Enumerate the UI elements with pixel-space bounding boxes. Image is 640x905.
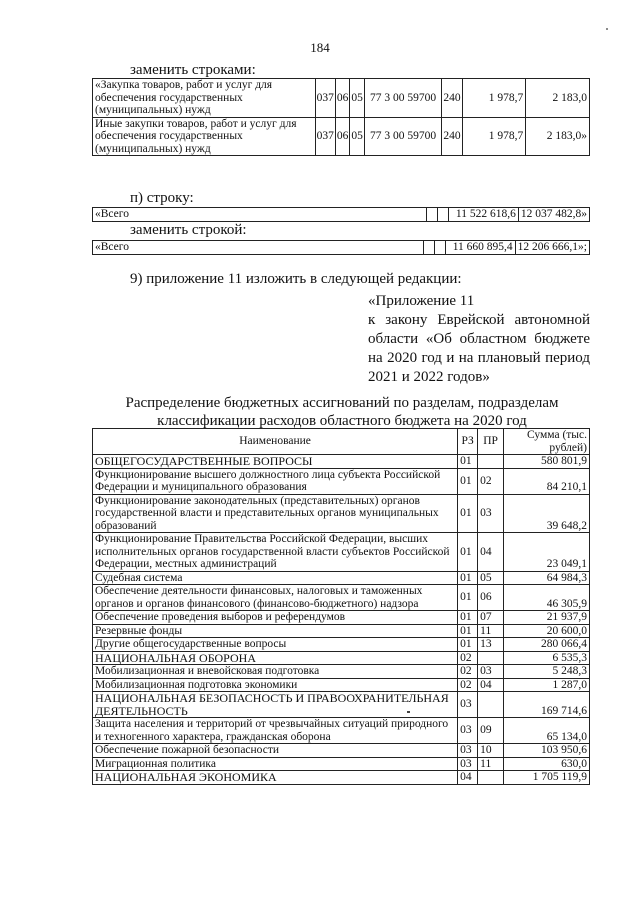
table-row [93, 79, 590, 118]
rz-code: 01 [458, 455, 478, 469]
row-name: НАЦИОНАЛЬНАЯ ОБОРОНА [93, 651, 458, 665]
pr-code: 09 [478, 718, 504, 744]
scan-speck [407, 711, 410, 713]
row-sum: 1 287,0 [504, 678, 590, 692]
table-header-row [93, 429, 590, 455]
row-name: Иные закупки товаров, работ и услуг для обеспечения государственных (муниципальных) нужд [93, 117, 316, 156]
sum-2021: 1 978,7 [462, 79, 526, 118]
table-row [93, 651, 590, 665]
row-name: Мобилизационная подготовка экономики [93, 678, 458, 692]
grbs-code: 037 [315, 117, 335, 156]
pr-code: 03 [478, 494, 504, 533]
row-name: Миграционная политика [93, 757, 458, 771]
table-row [93, 771, 590, 785]
pr-code [478, 651, 504, 665]
row-name: Функционирование законодательных (представительных) органов государственной власти и представительных органов муниципальных образований [93, 494, 458, 533]
pr-code: 03 [478, 665, 504, 679]
rz-code: 02 [458, 678, 478, 692]
appendix-header [368, 292, 590, 387]
row-sum: 280 066,4 [504, 638, 590, 652]
replace-row-table [92, 240, 590, 255]
row-sum: 64 984,3 [504, 571, 590, 585]
rz-code: 01 [458, 611, 478, 625]
table-row [93, 678, 590, 692]
header-name: Наименование [93, 429, 458, 455]
table-row [93, 624, 590, 638]
grbs-code: 037 [315, 79, 335, 118]
p-row-label: п) строку: [130, 190, 194, 206]
budget-table [92, 428, 590, 785]
sum-2022: 12 037 482,8» [518, 208, 589, 222]
row-sum: 23 049,1 [504, 533, 590, 572]
rz-code: 06 [335, 79, 350, 118]
pr-code: 04 [478, 533, 504, 572]
row-name: «Всего [93, 208, 427, 222]
row-sum: 630,0 [504, 757, 590, 771]
rz-code: 02 [458, 651, 478, 665]
pr-code: 02 [478, 468, 504, 494]
replace-rows-table [92, 78, 590, 156]
p-row-table [92, 207, 590, 222]
row-sum: 46 305,9 [504, 585, 590, 611]
sum-2021: 11 660 895,4 [445, 241, 515, 255]
row-sum: 39 648,2 [504, 494, 590, 533]
header-pr: ПР [478, 429, 504, 455]
rz-code: 06 [335, 117, 350, 156]
table-row [93, 757, 590, 771]
header-sum: Сумма (тыс. рублей) [504, 429, 590, 455]
csr-code: 77 3 00 59700 [364, 79, 442, 118]
pr-code [478, 455, 504, 469]
pr-code: 06 [478, 585, 504, 611]
row-name: Обеспечение деятельности финансовых, налоговых и таможенных органов и органов финансового (финансово-бюджетного) надзора [93, 585, 458, 611]
table-row [93, 744, 590, 758]
table-row [93, 692, 590, 718]
row-name: «Всего [93, 241, 424, 255]
row-name: Обеспечение проведения выборов и референдумов [93, 611, 458, 625]
sum-2022: 2 183,0» [526, 117, 590, 156]
rz-code: 01 [458, 624, 478, 638]
row-name: Судебная система [93, 571, 458, 585]
row-sum: 5 248,3 [504, 665, 590, 679]
csr-code: 77 3 00 59700 [364, 117, 442, 156]
pr-code: 05 [350, 79, 365, 118]
row-sum: 84 210,1 [504, 468, 590, 494]
row-name: Резервные фонды [93, 624, 458, 638]
rz-code: 01 [458, 533, 478, 572]
row-name: «Закупка товаров, работ и услуг для обеспечения государственных (муниципальных) нужд [93, 79, 316, 118]
rz-code: 01 [458, 571, 478, 585]
rz-code: 01 [458, 494, 478, 533]
replace-rows-label: заменить строками: [130, 62, 256, 78]
pr-code [478, 771, 504, 785]
pr-code: 05 [350, 117, 365, 156]
row-sum: 6 535,3 [504, 651, 590, 665]
sum-2022: 12 206 666,1»; [515, 241, 589, 255]
pr-code: 13 [478, 638, 504, 652]
rz-code: 03 [458, 757, 478, 771]
pr-code: 11 [478, 757, 504, 771]
row-sum: 1 705 119,9 [504, 771, 590, 785]
header-rz: РЗ [458, 429, 478, 455]
rz-code: 01 [458, 585, 478, 611]
pr-code: 07 [478, 611, 504, 625]
pr-code: 05 [478, 571, 504, 585]
row-name: Другие общегосударственные вопросы [93, 638, 458, 652]
page-number: 184 [310, 40, 330, 55]
table-row [93, 455, 590, 469]
table-row [93, 533, 590, 572]
table-row [93, 665, 590, 679]
table-row [93, 585, 590, 611]
appendix-title: «Приложение 11 [368, 293, 475, 309]
rz-code: 04 [458, 771, 478, 785]
table-row [93, 117, 590, 156]
table-row [93, 718, 590, 744]
table-row [93, 611, 590, 625]
pr-code: 11 [478, 624, 504, 638]
table-title: Распределение бюджетных ассигнований по разделам, подразделам классификации расходов областного бюджета на 2020 год [125, 395, 559, 429]
sum-2021: 11 522 618,6 [448, 208, 518, 222]
row-name: НАЦИОНАЛЬНАЯ ЭКОНОМИКА [93, 771, 458, 785]
row-sum: 580 801,9 [504, 455, 590, 469]
row-sum: 21 937,9 [504, 611, 590, 625]
row-name: НАЦИОНАЛЬНАЯ БЕЗОПАСНОСТЬ И ПРАВООХРАНИТЕЛЬНАЯ ДЕЯТЕЛЬНОСТЬ [93, 692, 458, 718]
row-sum: 103 950,6 [504, 744, 590, 758]
pr-code: 10 [478, 744, 504, 758]
pr-code: 04 [478, 678, 504, 692]
rz-code: 01 [458, 468, 478, 494]
row-name: Мобилизационная и вневойсковая подготовка [93, 665, 458, 679]
row-sum: 65 134,0 [504, 718, 590, 744]
table-row [93, 468, 590, 494]
sum-2021: 1 978,7 [462, 117, 526, 156]
table-row [93, 208, 590, 222]
vr-code: 240 [442, 79, 462, 118]
row-name: ОБЩЕГОСУДАРСТВЕННЫЕ ВОПРОСЫ [93, 455, 458, 469]
row-name: Защита населения и территорий от чрезвычайных ситуаций природного и техногенного характера, гражданская оборона [93, 718, 458, 744]
rz-code: 01 [458, 638, 478, 652]
row-sum: 20 600,0 [504, 624, 590, 638]
scan-speck [606, 28, 608, 30]
rz-code: 02 [458, 665, 478, 679]
row-name: Функционирование Правительства Российской Федерации, высших исполнительных органов государственной власти субъектов Российской Федерации, местных администраций [93, 533, 458, 572]
sum-2022: 2 183,0 [526, 79, 590, 118]
table-row [93, 241, 590, 255]
table-row [93, 494, 590, 533]
row-sum: 169 714,6 [504, 692, 590, 718]
table-row [93, 571, 590, 585]
replace-row-label: заменить строкой: [130, 222, 247, 238]
appendix-subtitle: к закону Еврейской автономной области «Об областном бюджете на 2020 год и на плановый период 2021 и 2022 годов» [368, 312, 590, 385]
rz-code: 03 [458, 692, 478, 718]
item-9-text: 9) приложение 11 изложить в следующей редакции: [130, 271, 462, 287]
table-row [93, 638, 590, 652]
rz-code: 03 [458, 718, 478, 744]
vr-code: 240 [442, 117, 462, 156]
row-name: Обеспечение пожарной безопасности [93, 744, 458, 758]
row-name: Функционирование высшего должностного лица субъекта Российской Федерации и муниципального образования [93, 468, 458, 494]
rz-code: 03 [458, 744, 478, 758]
pr-code [478, 692, 504, 718]
